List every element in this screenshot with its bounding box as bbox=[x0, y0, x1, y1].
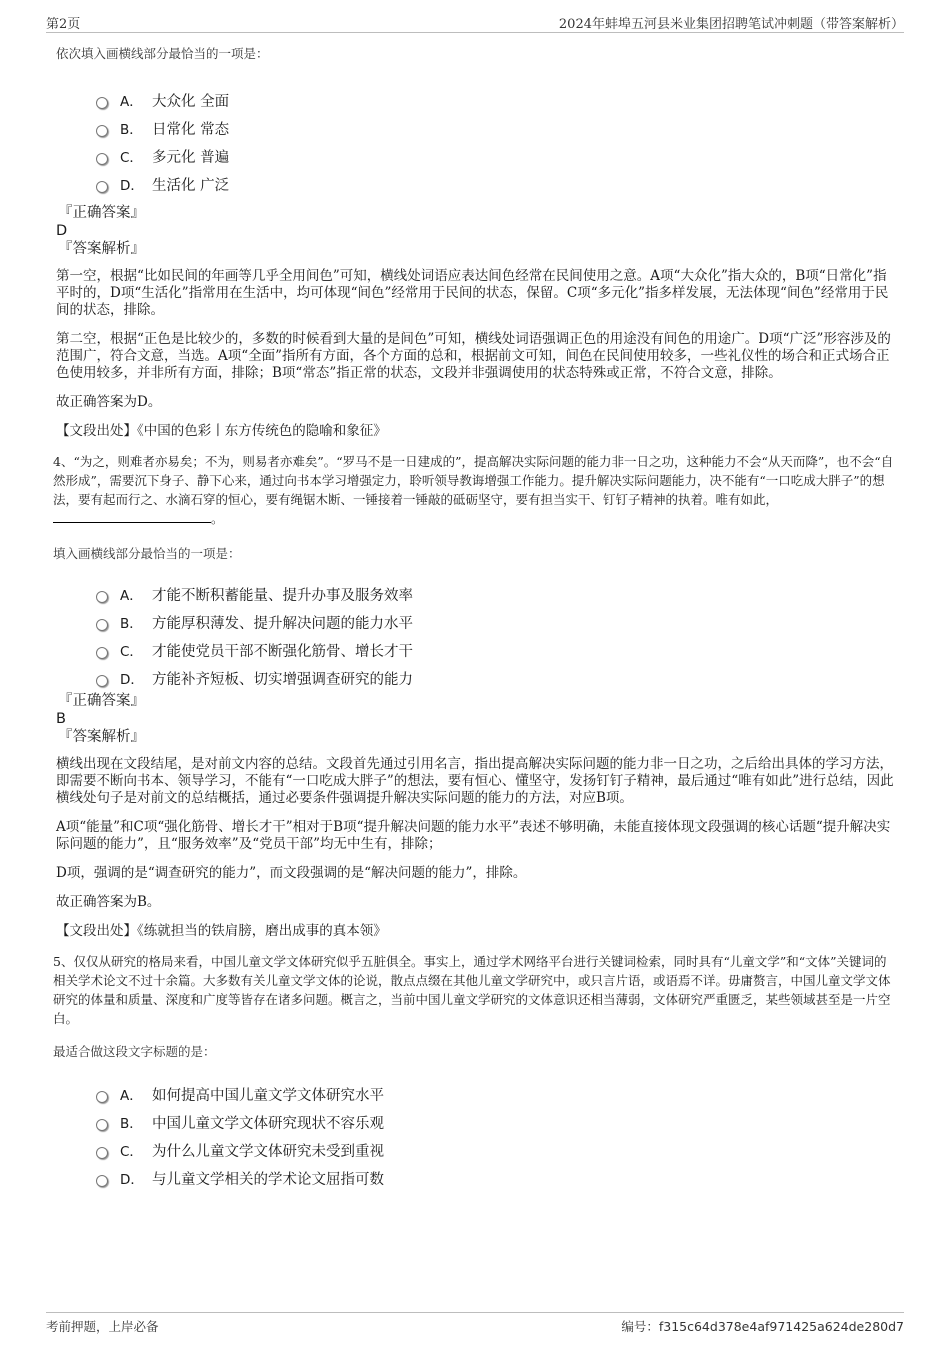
q3-answer-label: 『正确答案』 bbox=[58, 205, 145, 221]
q4-question: 4、“为之，则难者亦易矣；不为，则易者亦难矣”。“罗马不是一日建成的”，提高解决实际问题的能力非一日之功，这种能力不会“从天而降”，也不会“自然形成”，需要沉下身子、静下心来，通过向书本学习增强定力，聆听领导教诲增强工作能力。提升解决实际问题能力，决不能有“一口吃成大胖子”的想法，要有起而行之、水滴石穿的恒心，要有绳锯木断、一锤接着一锤敲的砥砺坚守，要有担当实干、钉钉子精神的执着。唯有如此，。 bbox=[53, 454, 894, 526]
radio-icon[interactable] bbox=[96, 97, 108, 109]
q4-option-a[interactable]: A． 才能不断积蓄能量、提升办事及服务效率 bbox=[56, 580, 896, 608]
q3-prompt: 依次填入画横线部分最恰当的一项是： bbox=[56, 46, 269, 61]
q3-option-c[interactable]: C． 多元化 普遍 bbox=[56, 142, 896, 170]
q3-option-a[interactable]: A． 大众化 全面 bbox=[56, 86, 896, 114]
radio-icon[interactable] bbox=[96, 153, 108, 165]
q4-source: 【文段出处】《练就担当的铁肩膀，磨出成事的真本领》 bbox=[56, 923, 387, 939]
q4-analysis-1: 横线出现在文段结尾，是对前文内容的总结。文段首先通过引用名言，指出提高解决实际问题的能力非一日之功，之后给出具体的学习方法，即需要不断向书本、领导学习，不能有“一口吃成大胖子”的想法，要有恒心、懂坚守，发扬钉钉子精神，最后通过“唯有如此”进行总结，因此横线处句子是对前文的总结概括，通过必要条件强调提升解决实际问题的能力的方法，对应B项。 bbox=[56, 756, 894, 806]
q4-answer: B bbox=[56, 711, 66, 727]
radio-icon[interactable] bbox=[96, 647, 108, 659]
radio-icon[interactable] bbox=[96, 675, 108, 687]
question-5 bbox=[53, 952, 896, 1192]
q5-options bbox=[56, 1080, 896, 1192]
page-number: 第2页 bbox=[46, 17, 81, 32]
q5-option-b[interactable]: B． 中国儿童文学文体研究现状不容乐观 bbox=[56, 1108, 896, 1136]
radio-icon[interactable] bbox=[96, 125, 108, 137]
radio-icon[interactable] bbox=[96, 181, 108, 193]
document-code: 编号：f315c64d378e4af971425a624de280d7 bbox=[621, 1319, 904, 1334]
q5-option-c[interactable]: C． 为什么儿童文学文体研究未受到重视 bbox=[56, 1136, 896, 1164]
q5-option-a[interactable]: A． 如何提高中国儿童文学文体研究水平 bbox=[56, 1080, 896, 1108]
q3-options bbox=[56, 86, 896, 198]
q5-option-d[interactable]: D． 与儿童文学相关的学术论文屈指可数 bbox=[56, 1164, 896, 1192]
document-body bbox=[53, 44, 896, 1192]
q4-option-d[interactable]: D． 方能补齐短板、切实增强调查研究的能力 bbox=[56, 664, 896, 692]
q4-prompt: 填入画横线部分最恰当的一项是： bbox=[53, 546, 241, 561]
page-footer bbox=[46, 1312, 904, 1337]
radio-icon[interactable] bbox=[96, 1119, 108, 1131]
q3-answer: D bbox=[56, 223, 68, 239]
q3-analysis-label: 『答案解析』 bbox=[58, 241, 145, 257]
q3-analysis-1: 第一空，根据“比如民间的年画等几乎全用间色”可知，横线处词语应表达间色经常在民间使用之意。A项“大众化”指大众的，B项“日常化”指平时的，D项“生活化”指常用在生活中，均可体现“间色”经常用于民间的状态，保留。C项“多元化”指多样发展，无法体现“间色”经常用于民间的状态，排除。 bbox=[56, 268, 889, 318]
q3-option-b[interactable]: B． 日常化 常态 bbox=[56, 114, 896, 142]
q3-option-d[interactable]: D． 生活化 广泛 bbox=[56, 170, 896, 198]
radio-icon[interactable] bbox=[96, 1175, 108, 1187]
answer-blank bbox=[53, 510, 211, 523]
radio-icon[interactable] bbox=[96, 1147, 108, 1159]
radio-icon[interactable] bbox=[96, 591, 108, 603]
q5-question: 5、仅仅从研究的格局来看，中国儿童文学文体研究似乎五脏俱全。事实上，通过学术网络平台进行关键词检索，同时具有“儿童文学”和“文体”关键词的相关学术论文不过十余篇。大多数有关儿童文学文体的论说，散点点缀在其他儿童文学研究中，或只言片语，或语焉不详。毋庸赘言，中国儿童文学文体研究的体量和质量、深度和广度等皆存在诸多问题。概言之，当前中国儿童文学研究的文体意识还相当薄弱，文体研究严重匮乏，某些领域甚至是一片空白。 bbox=[53, 954, 891, 1026]
q4-option-c[interactable]: C． 才能使党员干部不断强化筋骨、增长才干 bbox=[56, 636, 896, 664]
question-4 bbox=[53, 452, 896, 940]
q4-analysis-3: D项，强调的是“调查研究的能力”，而文段强调的是“解决问题的能力”，排除。 bbox=[56, 865, 527, 881]
question-3 bbox=[56, 44, 896, 440]
q5-prompt: 最适合做这段文字标题的是： bbox=[53, 1044, 216, 1059]
radio-icon[interactable] bbox=[96, 619, 108, 631]
document-title: 2024年蚌埠五河县米业集团招聘笔试冲刺题（带答案解析） bbox=[558, 17, 904, 32]
q4-analysis-2: A项“能量”和C项“强化筋骨、增长才干”相对于B项“提升解决问题的能力水平”表述不够明确，未能直接体现文段强调的核心话题“提升解决实际问题的能力”，且“服务效率”及“党员干部”均无中生有，排除； bbox=[56, 819, 891, 852]
q4-analysis-4: 故正确答案为B。 bbox=[56, 894, 161, 910]
q4-options bbox=[56, 580, 896, 692]
q3-analysis-3: 故正确答案为D。 bbox=[56, 394, 162, 410]
page-header bbox=[46, 10, 904, 33]
footer-motto: 考前押题，上岸必备 bbox=[46, 1319, 159, 1334]
q4-option-b[interactable]: B． 方能厚积薄发、提升解决问题的能力水平 bbox=[56, 608, 896, 636]
radio-icon[interactable] bbox=[96, 1091, 108, 1103]
q4-answer-label: 『正确答案』 bbox=[58, 693, 145, 709]
q4-analysis-label: 『答案解析』 bbox=[58, 729, 145, 745]
q3-analysis-2: 第二空，根据“正色是比较少的，多数的时候看到大量的是间色”可知，横线处词语强调正色的用途没有间色的用途广。D项“广泛”形容涉及的范围广，符合文意，当选。A项“全面”指所有方面，各个方面的总和，根据前文可知，间色在民间使用较多，一些礼仪性的场合和正式场合正色使用较多，并非所有方面，排除；B项“常态”指正常的状态，文段并非强调使用的状态特殊或正常，不符合文意，排除。 bbox=[56, 331, 891, 381]
q3-source: 【文段出处】《中国的色彩丨东方传统色的隐喻和象征》 bbox=[56, 423, 387, 439]
